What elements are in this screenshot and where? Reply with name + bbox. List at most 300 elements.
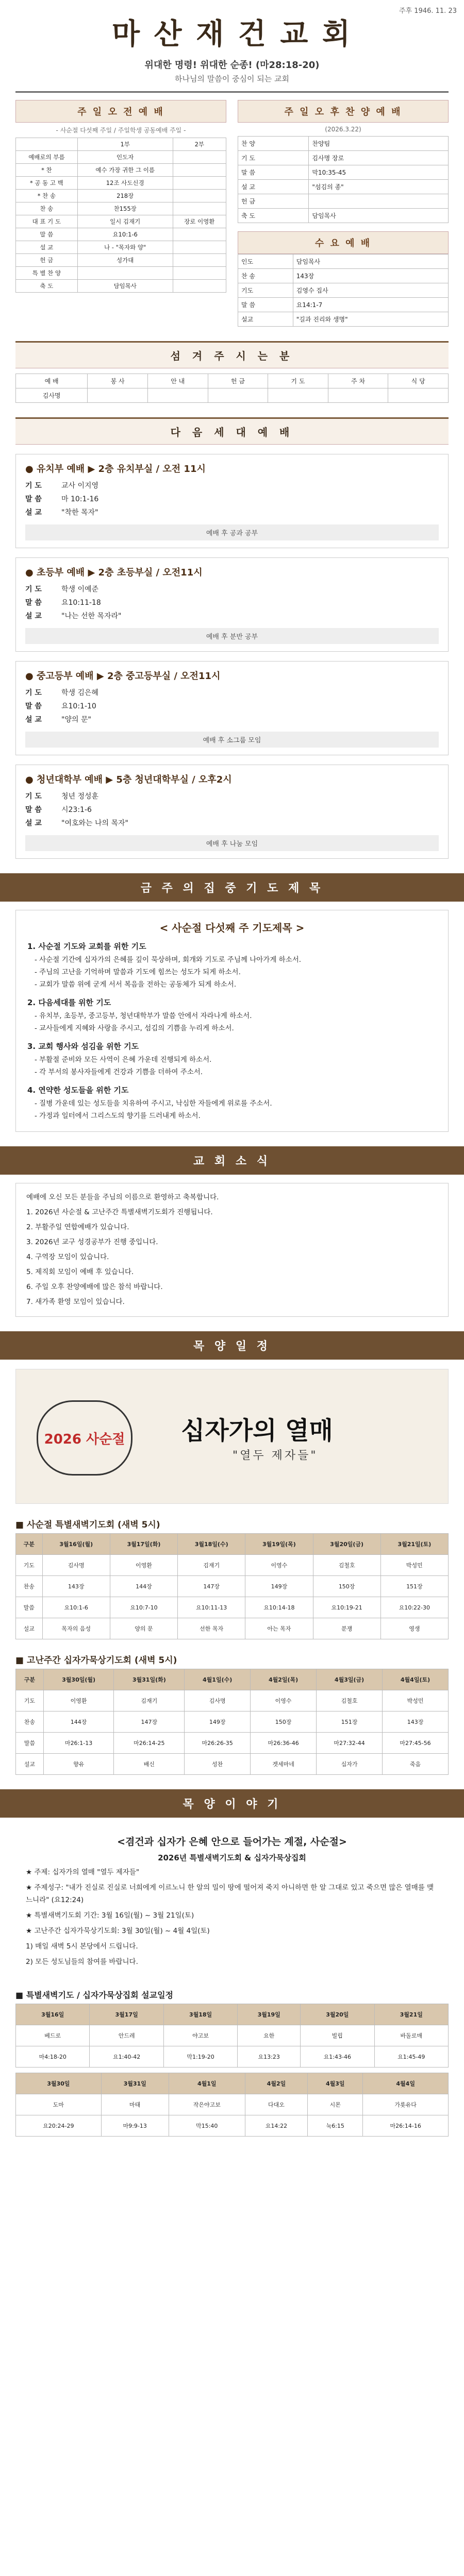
footer-schedule-title: ■ 특별새벽기도 / 십자가묵상집회 설교일정 <box>15 1990 173 2000</box>
worship-row <box>25 506 439 519</box>
footer-schedule1-row <box>16 2025 449 2046</box>
schedule2-cell: 마27:45-56 <box>383 1733 449 1754</box>
footer-schedule1-cell: 마4:18-20 <box>16 2046 90 2067</box>
worship-value: 청년 정성훈 <box>61 792 99 801</box>
footer-schedule2-cell: 요14:22 <box>245 2115 307 2137</box>
wednesday-service-table <box>238 254 449 327</box>
wednesday-service-cell: 김영수 집사 <box>293 283 448 298</box>
footer-schedule1-cell: 요1:45-49 <box>374 2046 448 2067</box>
schedule1-row <box>16 1555 449 1576</box>
morning-service-row <box>16 190 226 202</box>
story-line: 1) 매일 새벽 5시 본당에서 드립니다. <box>26 1942 138 1951</box>
worship-key: 설 교 <box>25 819 42 827</box>
schedule2-cell: 죽음 <box>383 1754 449 1775</box>
afternoon-service-cell: 축 도 <box>238 209 309 223</box>
banner-title: 십자가의 열매 <box>181 1416 333 1445</box>
schedule2-cell: 마27:32-44 <box>317 1733 383 1754</box>
schedule1-row <box>16 1618 449 1639</box>
footer-schedule2-cell: 마26:14-16 <box>363 2115 449 2137</box>
story-line: ★ 특별새벽기도회 기간: 3월 16일(월) ~ 3월 21일(토) <box>26 1911 194 1920</box>
wednesday-service-title: 수 요 예 배 <box>238 231 449 254</box>
footer-schedule1-cell: 3월18일 <box>163 2004 237 2025</box>
morning-service-row <box>16 280 226 293</box>
schedule1-cell: 김사명 <box>42 1555 110 1576</box>
schedule2-row <box>16 1711 449 1733</box>
schedule2-cell: 150장 <box>251 1711 317 1733</box>
wednesday-service-cell: "길과 진리와 생명" <box>293 312 448 327</box>
morning-service-cell: 말 씀 <box>16 228 78 241</box>
staff-cell <box>147 388 208 403</box>
afternoon-service-cell: "섬김의 종" <box>309 180 449 194</box>
staff-cell <box>88 388 148 403</box>
schedule1-cell: 149장 <box>245 1576 313 1597</box>
worship-list <box>0 454 464 859</box>
date-stamp: 주후 1946. 11. 23 <box>399 7 457 15</box>
worship-row <box>25 790 439 803</box>
footer-schedule1-cell: 3월16일 <box>16 2004 90 2025</box>
worship-key: 기 도 <box>25 585 42 594</box>
schedule1-cell: 3월19일(목) <box>245 1534 313 1555</box>
header <box>0 0 464 84</box>
schedule2-cell: 4월4일(토) <box>383 1669 449 1690</box>
schedule1-cell: 요10:7-10 <box>110 1597 177 1618</box>
schedule1-table <box>15 1533 449 1639</box>
worship-key: 설 교 <box>25 509 42 517</box>
worship-value: 마 10:1-16 <box>61 495 99 503</box>
wednesday-service-cell: 설교 <box>238 312 293 327</box>
afternoon-service-cell: 설 교 <box>238 180 309 194</box>
worship-key: 말 씀 <box>25 495 42 503</box>
afternoon-service-cell: 담임목사 <box>309 209 449 223</box>
morning-service-cell: 특 별 찬 양 <box>16 267 78 280</box>
intercession-line: - 각 부서의 봉사자들에게 건강과 기쁨을 더하여 주소서. <box>35 1068 203 1076</box>
staff-table-wrap <box>15 374 449 403</box>
worship-row <box>25 686 439 700</box>
schedule1-cell: 설교 <box>16 1618 43 1639</box>
staff-row <box>16 388 449 403</box>
staff-cell <box>328 388 388 403</box>
story-line: ★ 주제: 십자가의 열매 "열두 제자들" <box>26 1868 140 1876</box>
worship-key: 기 도 <box>25 792 42 801</box>
morning-service-cell: * 공 동 고 백 <box>16 177 78 190</box>
morning-service-cell: 찬155장 <box>77 202 173 215</box>
worship-row <box>25 803 439 817</box>
footer-schedule1-cell: 요1:43-46 <box>301 2046 374 2067</box>
morning-service-row <box>16 138 226 151</box>
worship-card <box>15 557 449 652</box>
afternoon-service-row <box>238 180 449 194</box>
worship-key: 설 교 <box>25 612 42 620</box>
intercession-line: - 교회가 말씀 위에 굳게 서서 복음을 전하는 공동체가 되게 하소서. <box>35 980 237 989</box>
worship-footnote: 예배 후 소그룹 모임 <box>25 732 439 748</box>
schedule2-cell: 151장 <box>317 1711 383 1733</box>
morning-service-cell: * 찬 <box>16 164 78 177</box>
intercession-item-title: 3. 교회 행사와 섬김을 위한 기도 <box>27 1042 139 1051</box>
morning-service-cell: 나 - "목자와 양" <box>77 241 173 254</box>
footer-schedule2-cell: 요20:24-29 <box>16 2115 102 2137</box>
schedule2-cell: 김사명 <box>185 1690 251 1711</box>
schedule2-cell: 3월30일(월) <box>43 1669 114 1690</box>
schedule1-cell: 147장 <box>178 1576 245 1597</box>
worship-card <box>15 661 449 755</box>
schedule1-cell: 3월18일(수) <box>178 1534 245 1555</box>
worship-row <box>25 479 439 493</box>
schedule2-cell: 설교 <box>16 1754 44 1775</box>
intercession-line: - 질병 가운데 있는 성도들을 치유하여 주시고, 낙심한 자들에게 위로를 주소서. <box>35 1099 272 1108</box>
footer-schedule2-cell: 도마 <box>16 2094 102 2115</box>
morning-service-cell: 인도자 <box>77 151 173 164</box>
staff-cell: 예 배 <box>16 374 88 388</box>
afternoon-service <box>238 100 449 327</box>
worship-title: ● 청년대학부 예배 ▶ 5층 청년대학부실 / 오후2시 <box>25 774 232 785</box>
worship-title: ● 중고등부 예배 ▶ 2층 중고등부실 / 오전11시 <box>25 671 221 682</box>
morning-service-cell: 요10:1-6 <box>77 228 173 241</box>
worship-row <box>25 493 439 506</box>
schedule1-cell: 김철호 <box>313 1555 380 1576</box>
morning-service-cell <box>173 177 226 190</box>
banner-logo: 2026 사순절 <box>37 1400 132 1476</box>
footer-schedule1-cell: 빌립 <box>301 2025 374 2046</box>
schedule1-cell: 분쟁 <box>313 1618 380 1639</box>
morning-service-cell <box>173 164 226 177</box>
footer-schedule1-cell: 3월21일 <box>374 2004 448 2025</box>
morning-service-cell <box>173 228 226 241</box>
wednesday-service-cell: 담임목사 <box>293 255 448 269</box>
morning-service-cell: 예배로의 부름 <box>16 151 78 164</box>
schedule2-row <box>16 1733 449 1754</box>
afternoon-service-row <box>238 137 449 151</box>
wednesday-service-cell: 말 씀 <box>238 298 293 312</box>
staff-cell: 기 도 <box>268 374 328 388</box>
schedule2-cell: 기도 <box>16 1690 44 1711</box>
schedule1-cell: 요10:19-21 <box>313 1597 380 1618</box>
morning-service-row <box>16 228 226 241</box>
footer-schedule1-cell: 안드레 <box>90 2025 163 2046</box>
worship-value: "양의 문" <box>61 716 91 724</box>
afternoon-service-cell: 말 씀 <box>238 165 309 180</box>
worship-key: 말 씀 <box>25 599 42 607</box>
slogan-sub: 하나님의 말씀이 중심이 되는 교회 <box>175 74 289 83</box>
footer-schedule-table1 <box>15 2004 449 2067</box>
notice-item: 1. 2026년 사순절 & 고난주간 특별새벽기도회가 진행됩니다. <box>26 1208 213 1216</box>
wednesday-service-cell: 기도 <box>238 283 293 298</box>
morning-service-cell: 성가대 <box>77 254 173 267</box>
intercession-bar: 금 주 의 집 중 기 도 제 목 <box>0 873 464 902</box>
schedule2-cell: 배신 <box>114 1754 185 1775</box>
morning-service-cell: 2부 <box>173 138 226 151</box>
footer-schedule1-cell: 요1:40-42 <box>90 2046 163 2067</box>
morning-service-cell <box>173 151 226 164</box>
footer-schedule2-cell: 다대오 <box>245 2094 307 2115</box>
afternoon-service-row <box>238 165 449 180</box>
morning-service-row <box>16 267 226 280</box>
worship-value: 학생 이예준 <box>61 585 99 594</box>
afternoon-service-cell: 기 도 <box>238 151 309 165</box>
wednesday-service-row <box>238 255 449 269</box>
schedule2-row <box>16 1754 449 1775</box>
morning-service-cell: 축 도 <box>16 280 78 293</box>
wednesday-service-row <box>238 269 449 283</box>
schedule1-cell: 기도 <box>16 1555 43 1576</box>
schedule2-cell: 성찬 <box>185 1754 251 1775</box>
schedule1-cell: 143장 <box>42 1576 110 1597</box>
schedule2-cell: 3월31일(화) <box>114 1669 185 1690</box>
morning-service-cell <box>173 202 226 215</box>
schedule1-cell: 3월21일(토) <box>380 1534 448 1555</box>
worship-row <box>25 713 439 726</box>
schedule2-cell: 147장 <box>114 1711 185 1733</box>
afternoon-service-cell: 막10:35-45 <box>309 165 449 180</box>
morning-service-cell <box>77 267 173 280</box>
morning-service-cell <box>16 138 78 151</box>
worship-title: ● 초등부 예배 ▶ 2층 초등부실 / 오전11시 <box>25 567 203 578</box>
story-box <box>15 1826 449 1976</box>
footer-schedule1-row <box>16 2046 449 2067</box>
afternoon-service-cell: 찬 양 <box>238 137 309 151</box>
footer-schedule2-cell: 4월1일 <box>169 2073 245 2094</box>
next-generation-title: 다 음 세 대 예 배 <box>15 417 449 445</box>
worship-value: 요10:11-18 <box>61 599 101 607</box>
footer-schedule2-cell: 작은야고보 <box>169 2094 245 2115</box>
morning-service-cell <box>173 254 226 267</box>
story-line: 2) 모든 성도님들의 참여를 바랍니다. <box>26 1958 138 1966</box>
wednesday-service-cell: 요14:1-7 <box>293 298 448 312</box>
story-subtitle: 2026년 특별새벽기도회 & 십자가묵상집회 <box>158 1853 306 1862</box>
schedule2-cell: 144장 <box>43 1711 114 1733</box>
footer-schedule2-cell: 4월2일 <box>245 2073 307 2094</box>
staff-title: 섬 겨 주 시 는 분 <box>15 341 449 368</box>
worship-value: 시23:1-6 <box>61 806 92 814</box>
slogan: 위대한 명령! 위대한 순종! (마28:18-20) <box>144 60 320 71</box>
story-title: <겸건과 십자가 은혜 안으로 들어가는 계절, 사순절> <box>117 1836 347 1848</box>
notice-item: 6. 주일 오후 찬양예배에 많은 참석 바랍니다. <box>26 1283 163 1291</box>
schedule1-cell: 박성민 <box>380 1555 448 1576</box>
schedule2-cell: 마26:36-46 <box>251 1733 317 1754</box>
footer-schedule2-row <box>16 2115 449 2137</box>
afternoon-service-title: 주 일 오 후 찬 양 예 배 <box>238 100 449 123</box>
schedule2-cell: 143장 <box>383 1711 449 1733</box>
schedule2-title: ■ 고난주간 십자가묵상기도회 (새벽 5시) <box>15 1655 177 1666</box>
wednesday-service-row <box>238 283 449 298</box>
footer-schedule1-row <box>16 2004 449 2025</box>
staff-cell <box>208 388 268 403</box>
worship-key: 말 씀 <box>25 702 42 710</box>
footer-schedule1-cell: 막1:19-20 <box>163 2046 237 2067</box>
footer-schedule1-cell: 바돌로매 <box>374 2025 448 2046</box>
worship-key: 기 도 <box>25 689 42 697</box>
morning-service-cell <box>173 280 226 293</box>
schedule2-cell: 박성민 <box>383 1690 449 1711</box>
notices-bar: 교 회 소 식 <box>0 1146 464 1175</box>
intercession-line: - 유치부, 초등부, 중고등부, 청년대학부가 말씀 안에서 자라나게 하소서. <box>35 1012 252 1020</box>
footer-schedule2-cell: 가룟유다 <box>363 2094 449 2115</box>
morning-service-cell: 대 표 기 도 <box>16 215 78 228</box>
wednesday-service-cell: 찬 송 <box>238 269 293 283</box>
schedule2-cell: 마26:26-35 <box>185 1733 251 1754</box>
staff-cell: 김사명 <box>16 388 88 403</box>
staff-cell <box>388 388 449 403</box>
footer-schedule2-cell: 막15:40 <box>169 2115 245 2137</box>
schedule1-row <box>16 1576 449 1597</box>
notice-item: 2. 부활주일 연합예배가 있습니다. <box>26 1223 129 1231</box>
schedule1-row <box>16 1597 449 1618</box>
schedule1-row <box>16 1534 449 1555</box>
schedule2-cell: 이영수 <box>251 1690 317 1711</box>
worship-row <box>25 817 439 830</box>
worship-row <box>25 700 439 713</box>
worship-value: 요10:1-10 <box>61 702 96 710</box>
schedule2-row <box>16 1669 449 1690</box>
schedule1-title: ■ 사순절 특별새벽기도회 (새벽 5시) <box>15 1520 160 1530</box>
afternoon-service-cell: 헌 금 <box>238 194 309 209</box>
schedule2-cell: 김재기 <box>114 1690 185 1711</box>
morning-service-cell: 1부 <box>77 138 173 151</box>
schedule1-cell: 요10:11-13 <box>178 1597 245 1618</box>
schedule1-cell: 요10:14-18 <box>245 1597 313 1618</box>
worship-card <box>15 454 449 548</box>
footer-schedule2-cell: 시몬 <box>308 2094 363 2115</box>
staff-table <box>15 374 449 403</box>
intercession-head: < 사순절 다섯째 주 기도제목 > <box>159 922 305 934</box>
staff-cell: 헌 금 <box>208 374 268 388</box>
staff-row <box>16 374 449 388</box>
schedule1-cell: 3월20일(금) <box>313 1534 380 1555</box>
footer-schedule2-cell: 마태 <box>101 2094 169 2115</box>
morning-service-row <box>16 215 226 228</box>
afternoon-service-table <box>238 136 449 223</box>
morning-service-cell: 12조 사도신경 <box>77 177 173 190</box>
schedule1-cell: 영생 <box>380 1618 448 1639</box>
morning-service-cell <box>173 241 226 254</box>
footer-schedule1-cell: 3월17일 <box>90 2004 163 2025</box>
afternoon-service-cell: 찬양팀 <box>309 137 449 151</box>
staff-cell: 안 내 <box>147 374 208 388</box>
schedule2-cell: 겟세마네 <box>251 1754 317 1775</box>
footer-schedule1-cell: 3월19일 <box>238 2004 301 2025</box>
intercession-box <box>15 910 449 1132</box>
morning-service-cell: 담임목사 <box>77 280 173 293</box>
worship-card <box>15 765 449 859</box>
footer-schedule1-cell: 요한 <box>238 2025 301 2046</box>
afternoon-service-cell <box>309 194 449 209</box>
worship-key: 기 도 <box>25 482 42 490</box>
schedule2-cell: 향유 <box>43 1754 114 1775</box>
schedule1-cell: 목자의 음성 <box>42 1618 110 1639</box>
morning-service-row <box>16 164 226 177</box>
footer-schedule1-cell: 요13:23 <box>238 2046 301 2067</box>
notices-box <box>15 1183 449 1317</box>
schedule1-cell: 이영수 <box>245 1555 313 1576</box>
intercession-line: - 사순절 기간에 십자가의 은혜를 깊이 묵상하며, 회개와 기도로 주님께 나아가게 하소서. <box>35 956 302 964</box>
afternoon-service-row <box>238 209 449 223</box>
morning-service-table <box>15 138 226 293</box>
staff-cell: 주 차 <box>328 374 388 388</box>
worship-footnote: 예배 후 나눔 모임 <box>25 835 439 851</box>
schedule1-wrap <box>15 1533 449 1639</box>
staff-cell: 봉 사 <box>88 374 148 388</box>
morning-service-title: 주 일 오 전 예 배 <box>15 100 226 123</box>
story-line: ★ 주제성구: "내가 진실로 진실로 너희에게 이르노니 한 알의 밀이 땅에 떨어져 죽지 아니하면 한 알 그대로 있고 죽으면 많은 열매를 맺느니라" (요12:24) <box>26 1884 434 1904</box>
worship-footnote: 예배 후 공과 공부 <box>25 524 439 540</box>
worship-key: 말 씀 <box>25 806 42 814</box>
service-columns <box>0 93 464 327</box>
footer-schedule-table2 <box>15 2073 449 2137</box>
morning-service-row <box>16 202 226 215</box>
worship-value: 학생 김은혜 <box>61 689 99 697</box>
schedule2-cell: 4월1일(수) <box>185 1669 251 1690</box>
schedule2-wrap <box>15 1669 449 1775</box>
worship-row <box>25 596 439 609</box>
wednesday-service-row <box>238 312 449 327</box>
morning-service-row <box>16 254 226 267</box>
notice-item: 7. 새가족 환영 모임이 있습니다. <box>26 1298 125 1306</box>
story-line: ★ 고난주간 십자가묵상기도회: 3월 30일(월) ~ 4월 4일(토) <box>26 1927 210 1935</box>
schedule2-cell: 찬송 <box>16 1711 44 1733</box>
intercession-line: - 가정과 일터에서 그리스도의 향기를 드러내게 하소서. <box>35 1112 201 1120</box>
schedule1-cell: 151장 <box>380 1576 448 1597</box>
wednesday-service-row <box>238 298 449 312</box>
morning-service-cell <box>173 267 226 280</box>
footer-schedule1-cell: 야고보 <box>163 2025 237 2046</box>
footer-schedule2-row <box>16 2094 449 2115</box>
afternoon-service-cell: 김사명 장로 <box>309 151 449 165</box>
notices-intro: 예배에 오신 모든 분들을 주님의 이름으로 환영하고 축복합니다. <box>26 1193 219 1201</box>
schedule2-cell: 4월3일(금) <box>317 1669 383 1690</box>
schedule2-cell: 4월2일(목) <box>251 1669 317 1690</box>
schedule1-cell: 3월17일(화) <box>110 1534 177 1555</box>
schedule2-cell: 김철호 <box>317 1690 383 1711</box>
wednesday-service-cell: 인도 <box>238 255 293 269</box>
footer-schedule2-cell: 3월30일 <box>16 2073 102 2094</box>
intercession-line: - 교사들에게 지혜와 사랑을 주시고, 섬김의 기쁨을 누리게 하소서. <box>35 1024 234 1032</box>
worship-row <box>25 609 439 623</box>
lent-banner <box>15 1369 449 1504</box>
staff-cell: 식 당 <box>388 374 449 388</box>
footer-schedule2-cell: 마9:9-13 <box>101 2115 169 2137</box>
schedule2-cell: 이영환 <box>43 1690 114 1711</box>
schedule1-cell: 구분 <box>16 1534 43 1555</box>
schedule2-row <box>16 1690 449 1711</box>
schedule1-cell: 찬송 <box>16 1576 43 1597</box>
intercession-line: - 주님의 고난을 기억하며 말씀과 기도에 힘쓰는 성도가 되게 하소서. <box>35 968 241 976</box>
schedule1-cell: 요10:22-30 <box>380 1597 448 1618</box>
morning-service-cell: * 찬 송 <box>16 190 78 202</box>
footer-schedule2-row <box>16 2073 449 2094</box>
morning-service-cell: 찬 송 <box>16 202 78 215</box>
notice-item: 3. 2026년 교구 성경공부가 진행 중입니다. <box>26 1238 158 1246</box>
worship-row <box>25 583 439 596</box>
intercession-line: - 부활절 준비와 모든 사역이 은혜 가운데 진행되게 하소서. <box>35 1056 212 1064</box>
morning-service-row <box>16 177 226 190</box>
schedule2-cell: 마26:1-13 <box>43 1733 114 1754</box>
intercession-item-title: 1. 사순절 기도와 교회를 위한 기도 <box>27 942 146 951</box>
notice-item: 4. 구역장 모임이 있습니다. <box>26 1253 109 1261</box>
morning-service-cell: 일시 김재기 <box>77 215 173 228</box>
afternoon-service-row <box>238 194 449 209</box>
worship-key: 설 교 <box>25 716 42 724</box>
schedule1-cell: 이영환 <box>110 1555 177 1576</box>
church-name: 마 산 재 건 교 회 <box>111 18 353 51</box>
footer-schedule2-cell: 눅6:15 <box>308 2115 363 2137</box>
morning-service-cell: 설 교 <box>16 241 78 254</box>
schedule2-cell: 149장 <box>185 1711 251 1733</box>
schedule2-cell: 말씀 <box>16 1733 44 1754</box>
worship-value: "나는 선한 목자라" <box>61 612 122 620</box>
schedule1-cell: 144장 <box>110 1576 177 1597</box>
worship-footnote: 예배 후 분반 공부 <box>25 628 439 644</box>
morning-service-cell: 예수 가장 귀한 그 이름 <box>77 164 173 177</box>
schedule1-cell: 150장 <box>313 1576 380 1597</box>
